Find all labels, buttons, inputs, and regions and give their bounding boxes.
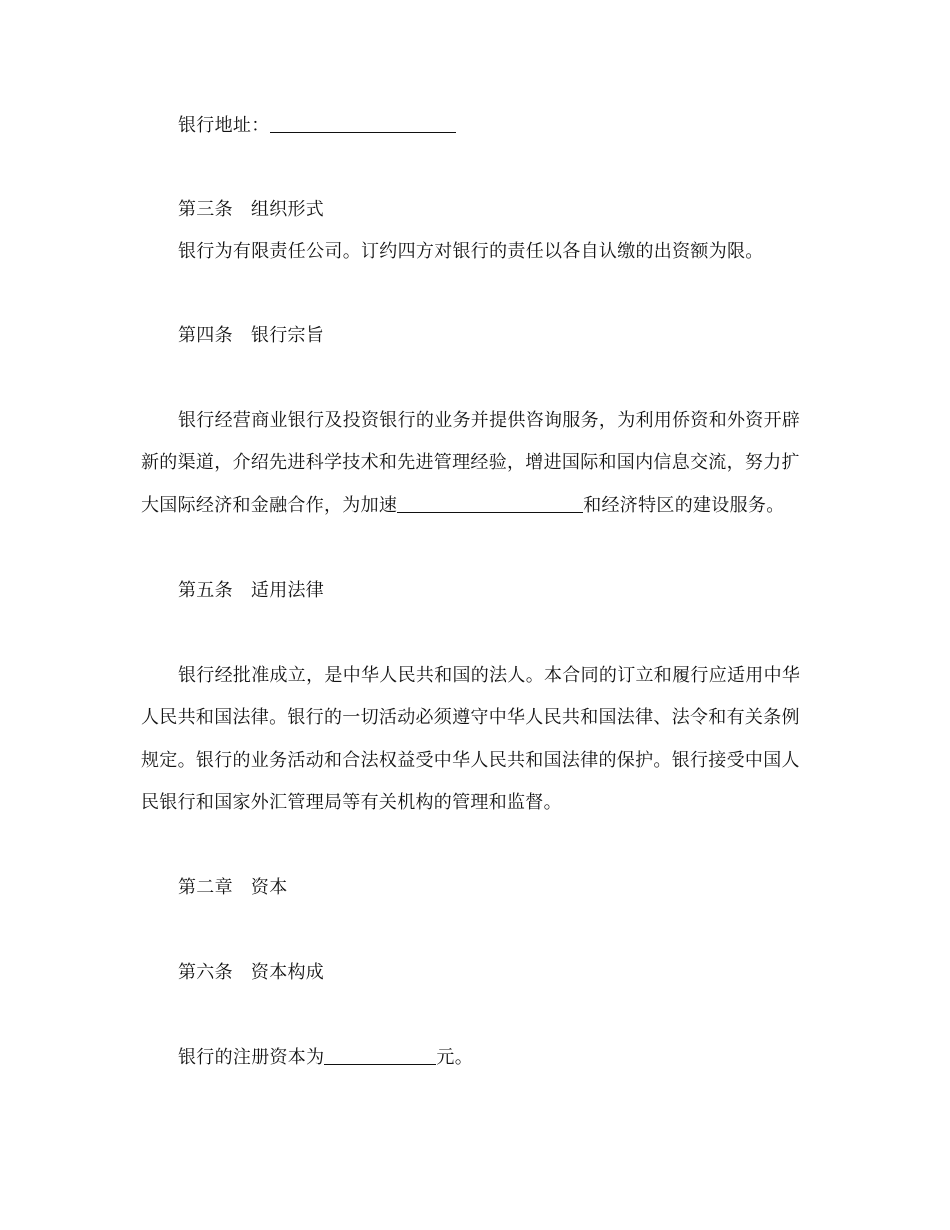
bank-address-line <box>178 114 850 138</box>
bank-address-blank <box>270 114 456 133</box>
article-4-text-line-3 <box>141 494 813 518</box>
article-6-title: 资本构成 <box>250 962 325 983</box>
article-5-heading <box>178 579 850 603</box>
article-4-line-3-end: 和经济特区的建设服务。 <box>583 495 785 516</box>
article-4-text-line-1: 银行经营商业银行及投资银行的业务并提供咨询服务，为利用侨资和外资开辟 <box>178 410 801 431</box>
article-4-number: 第四条 <box>178 325 233 346</box>
bank-address-label: 银行地址： <box>178 115 270 136</box>
article-3-heading <box>178 198 850 222</box>
article-3-title: 组织形式 <box>250 199 325 220</box>
article-4-title: 银行宗旨 <box>250 325 325 346</box>
article-6-number: 第六条 <box>178 962 233 983</box>
chapter-2-number: 第二章 <box>178 877 233 898</box>
article-3-number: 第三条 <box>178 199 233 220</box>
article-6-text <box>178 1046 850 1070</box>
article-3-text: 银行为有限责任公司。订约四方对银行的责任以各自认缴的出资额为限。 <box>178 241 764 262</box>
article-5-text-line-2: 人民共和国法律。银行的一切活动必须遵守中华人民共和国法律、法令和有关条例 <box>141 707 800 728</box>
article-4-line-3-start: 大国际经济和金融合作，为加速 <box>141 495 398 516</box>
article-5-text-line-1: 银行经批准成立，是中华人民共和国的法人。本合同的订立和履行应适用中华 <box>178 665 801 686</box>
acceleration-blank <box>397 494 583 513</box>
article-5-title: 适用法律 <box>250 580 325 601</box>
article-4-heading <box>178 324 850 348</box>
article-4-text-line-2: 新的渠道，介绍先进科学技术和先进管理经验，增进国际和国内信息交流，努力扩 <box>141 452 800 473</box>
registered-capital-blank <box>324 1046 436 1065</box>
article-6-text-end: 元。 <box>436 1047 474 1068</box>
article-5-text-line-4: 民银行和国家外汇管理局等有关机构的管理和监督。 <box>141 792 562 813</box>
article-5-number: 第五条 <box>178 580 233 601</box>
chapter-2-heading <box>178 876 850 900</box>
chapter-2-title: 资本 <box>250 877 288 898</box>
article-5-text-line-3: 规定。银行的业务活动和合法权益受中华人民共和国法律的保护。银行接受中国人 <box>141 750 800 771</box>
article-6-text-start: 银行的注册资本为 <box>178 1047 325 1068</box>
article-6-heading <box>178 961 850 985</box>
